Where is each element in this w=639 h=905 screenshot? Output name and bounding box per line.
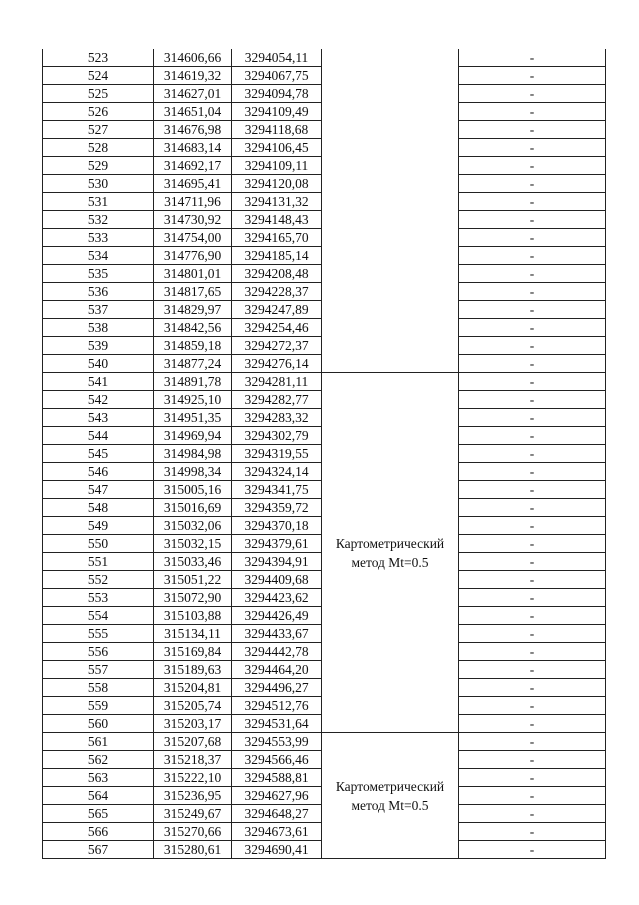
- x-coordinate-cell: 315032,15: [154, 535, 232, 553]
- x-coordinate-cell: 315033,46: [154, 553, 232, 571]
- point-number-cell: 527: [43, 121, 154, 139]
- point-number-cell: 538: [43, 319, 154, 337]
- note-cell: -: [459, 301, 606, 319]
- note-cell: -: [459, 391, 606, 409]
- note-cell: -: [459, 805, 606, 823]
- note-cell: -: [459, 175, 606, 193]
- y-coordinate-cell: 3294165,70: [232, 229, 322, 247]
- coordinates-table-body: [43, 49, 606, 859]
- note-cell: -: [459, 607, 606, 625]
- y-coordinate-cell: 3294648,27: [232, 805, 322, 823]
- note-cell: -: [459, 625, 606, 643]
- point-number-cell: 556: [43, 643, 154, 661]
- method-text-line: Картометрический: [335, 778, 445, 794]
- note-cell: -: [459, 85, 606, 103]
- x-coordinate-cell: 314627,01: [154, 85, 232, 103]
- x-coordinate-cell: 314998,34: [154, 463, 232, 481]
- method-cell: [322, 373, 459, 733]
- point-number-cell: 567: [43, 841, 154, 859]
- x-coordinate-cell: 314842,56: [154, 319, 232, 337]
- y-coordinate-cell: 3294302,79: [232, 427, 322, 445]
- y-coordinate-cell: 3294379,61: [232, 535, 322, 553]
- note-cell: -: [459, 715, 606, 733]
- point-number-cell: 563: [43, 769, 154, 787]
- y-coordinate-cell: 3294109,49: [232, 103, 322, 121]
- y-coordinate-cell: 3294148,43: [232, 211, 322, 229]
- x-coordinate-cell: 314801,01: [154, 265, 232, 283]
- y-coordinate-cell: 3294588,81: [232, 769, 322, 787]
- x-coordinate-cell: 314695,41: [154, 175, 232, 193]
- y-coordinate-cell: 3294276,14: [232, 355, 322, 373]
- y-coordinate-cell: 3294185,14: [232, 247, 322, 265]
- y-coordinate-cell: 3294118,68: [232, 121, 322, 139]
- point-number-cell: 533: [43, 229, 154, 247]
- point-number-cell: 525: [43, 85, 154, 103]
- note-cell: -: [459, 679, 606, 697]
- method-text-line: метод Mt=0.5: [351, 554, 429, 570]
- note-cell: -: [459, 463, 606, 481]
- note-cell: -: [459, 49, 606, 67]
- x-coordinate-cell: 314683,14: [154, 139, 232, 157]
- note-cell: -: [459, 265, 606, 283]
- y-coordinate-cell: 3294512,76: [232, 697, 322, 715]
- x-coordinate-cell: 315249,67: [154, 805, 232, 823]
- x-coordinate-cell: 314984,98: [154, 445, 232, 463]
- note-cell: -: [459, 589, 606, 607]
- x-coordinate-cell: 314925,10: [154, 391, 232, 409]
- y-coordinate-cell: 3294423,62: [232, 589, 322, 607]
- x-coordinate-cell: 314951,35: [154, 409, 232, 427]
- point-number-cell: 523: [43, 49, 154, 67]
- point-number-cell: 550: [43, 535, 154, 553]
- y-coordinate-cell: 3294067,75: [232, 67, 322, 85]
- x-coordinate-cell: 314651,04: [154, 103, 232, 121]
- note-cell: -: [459, 697, 606, 715]
- point-number-cell: 541: [43, 373, 154, 391]
- y-coordinate-cell: 3294464,20: [232, 661, 322, 679]
- method-cell: [322, 49, 459, 373]
- x-coordinate-cell: 314619,32: [154, 67, 232, 85]
- y-coordinate-cell: 3294566,46: [232, 751, 322, 769]
- y-coordinate-cell: 3294281,11: [232, 373, 322, 391]
- y-coordinate-cell: 3294106,45: [232, 139, 322, 157]
- point-number-cell: 529: [43, 157, 154, 175]
- x-coordinate-cell: 315016,69: [154, 499, 232, 517]
- note-cell: -: [459, 841, 606, 859]
- x-coordinate-cell: 315280,61: [154, 841, 232, 859]
- note-cell: -: [459, 211, 606, 229]
- note-cell: -: [459, 139, 606, 157]
- point-number-cell: 537: [43, 301, 154, 319]
- x-coordinate-cell: 315103,88: [154, 607, 232, 625]
- y-coordinate-cell: 3294282,77: [232, 391, 322, 409]
- method-text-line: Картометрический: [335, 535, 445, 551]
- point-number-cell: 546: [43, 463, 154, 481]
- y-coordinate-cell: 3294442,78: [232, 643, 322, 661]
- point-number-cell: 526: [43, 103, 154, 121]
- x-coordinate-cell: 314969,94: [154, 427, 232, 445]
- x-coordinate-cell: 314711,96: [154, 193, 232, 211]
- y-coordinate-cell: 3294324,14: [232, 463, 322, 481]
- y-coordinate-cell: 3294394,91: [232, 553, 322, 571]
- x-coordinate-cell: 314859,18: [154, 337, 232, 355]
- point-number-cell: 566: [43, 823, 154, 841]
- point-number-cell: 535: [43, 265, 154, 283]
- point-number-cell: 552: [43, 571, 154, 589]
- x-coordinate-cell: 314730,92: [154, 211, 232, 229]
- note-cell: -: [459, 571, 606, 589]
- y-coordinate-cell: 3294370,18: [232, 517, 322, 535]
- note-cell: -: [459, 535, 606, 553]
- note-cell: -: [459, 787, 606, 805]
- point-number-cell: 530: [43, 175, 154, 193]
- y-coordinate-cell: 3294433,67: [232, 625, 322, 643]
- point-number-cell: 560: [43, 715, 154, 733]
- x-coordinate-cell: 315072,90: [154, 589, 232, 607]
- note-cell: -: [459, 355, 606, 373]
- y-coordinate-cell: 3294496,27: [232, 679, 322, 697]
- x-coordinate-cell: 315236,95: [154, 787, 232, 805]
- y-coordinate-cell: 3294553,99: [232, 733, 322, 751]
- y-coordinate-cell: 3294690,41: [232, 841, 322, 859]
- note-cell: -: [459, 823, 606, 841]
- x-coordinate-cell: 315205,74: [154, 697, 232, 715]
- point-number-cell: 542: [43, 391, 154, 409]
- y-coordinate-cell: 3294359,72: [232, 499, 322, 517]
- point-number-cell: 555: [43, 625, 154, 643]
- table-row: [43, 373, 606, 391]
- point-number-cell: 543: [43, 409, 154, 427]
- x-coordinate-cell: 315207,68: [154, 733, 232, 751]
- table-row: [43, 733, 606, 751]
- y-coordinate-cell: 3294094,78: [232, 85, 322, 103]
- note-cell: -: [459, 337, 606, 355]
- y-coordinate-cell: 3294228,37: [232, 283, 322, 301]
- point-number-cell: 564: [43, 787, 154, 805]
- note-cell: -: [459, 481, 606, 499]
- x-coordinate-cell: 314606,66: [154, 49, 232, 67]
- point-number-cell: 531: [43, 193, 154, 211]
- note-cell: -: [459, 427, 606, 445]
- y-coordinate-cell: 3294627,96: [232, 787, 322, 805]
- note-cell: -: [459, 103, 606, 121]
- x-coordinate-cell: 315203,17: [154, 715, 232, 733]
- y-coordinate-cell: 3294247,89: [232, 301, 322, 319]
- point-number-cell: 561: [43, 733, 154, 751]
- y-coordinate-cell: 3294131,32: [232, 193, 322, 211]
- coordinates-table: [42, 49, 606, 859]
- y-coordinate-cell: 3294120,08: [232, 175, 322, 193]
- note-cell: -: [459, 445, 606, 463]
- point-number-cell: 540: [43, 355, 154, 373]
- y-coordinate-cell: 3294673,61: [232, 823, 322, 841]
- point-number-cell: 565: [43, 805, 154, 823]
- point-number-cell: 524: [43, 67, 154, 85]
- point-number-cell: 532: [43, 211, 154, 229]
- note-cell: -: [459, 643, 606, 661]
- x-coordinate-cell: 314676,98: [154, 121, 232, 139]
- method-cell: [322, 733, 459, 859]
- x-coordinate-cell: 314891,78: [154, 373, 232, 391]
- point-number-cell: 548: [43, 499, 154, 517]
- y-coordinate-cell: 3294409,68: [232, 571, 322, 589]
- note-cell: -: [459, 751, 606, 769]
- note-cell: -: [459, 193, 606, 211]
- note-cell: -: [459, 283, 606, 301]
- x-coordinate-cell: 315204,81: [154, 679, 232, 697]
- x-coordinate-cell: 315169,84: [154, 643, 232, 661]
- x-coordinate-cell: 314877,24: [154, 355, 232, 373]
- x-coordinate-cell: 314776,90: [154, 247, 232, 265]
- note-cell: -: [459, 67, 606, 85]
- point-number-cell: 554: [43, 607, 154, 625]
- method-text-line: метод Mt=0.5: [351, 797, 429, 813]
- point-number-cell: 544: [43, 427, 154, 445]
- x-coordinate-cell: 315270,66: [154, 823, 232, 841]
- y-coordinate-cell: 3294319,55: [232, 445, 322, 463]
- note-cell: -: [459, 553, 606, 571]
- y-coordinate-cell: 3294054,11: [232, 49, 322, 67]
- y-coordinate-cell: 3294283,32: [232, 409, 322, 427]
- point-number-cell: 545: [43, 445, 154, 463]
- x-coordinate-cell: 315051,22: [154, 571, 232, 589]
- x-coordinate-cell: 315222,10: [154, 769, 232, 787]
- note-cell: -: [459, 229, 606, 247]
- point-number-cell: 551: [43, 553, 154, 571]
- point-number-cell: 549: [43, 517, 154, 535]
- y-coordinate-cell: 3294208,48: [232, 265, 322, 283]
- y-coordinate-cell: 3294109,11: [232, 157, 322, 175]
- x-coordinate-cell: 314754,00: [154, 229, 232, 247]
- note-cell: -: [459, 769, 606, 787]
- y-coordinate-cell: 3294254,46: [232, 319, 322, 337]
- point-number-cell: 528: [43, 139, 154, 157]
- note-cell: -: [459, 247, 606, 265]
- note-cell: -: [459, 661, 606, 679]
- note-cell: -: [459, 373, 606, 391]
- point-number-cell: 539: [43, 337, 154, 355]
- y-coordinate-cell: 3294531,64: [232, 715, 322, 733]
- y-coordinate-cell: 3294426,49: [232, 607, 322, 625]
- y-coordinate-cell: 3294272,37: [232, 337, 322, 355]
- point-number-cell: 534: [43, 247, 154, 265]
- y-coordinate-cell: 3294341,75: [232, 481, 322, 499]
- note-cell: -: [459, 733, 606, 751]
- x-coordinate-cell: 314829,97: [154, 301, 232, 319]
- point-number-cell: 536: [43, 283, 154, 301]
- x-coordinate-cell: 315134,11: [154, 625, 232, 643]
- note-cell: -: [459, 517, 606, 535]
- point-number-cell: 558: [43, 679, 154, 697]
- x-coordinate-cell: 315218,37: [154, 751, 232, 769]
- note-cell: -: [459, 319, 606, 337]
- x-coordinate-cell: 314692,17: [154, 157, 232, 175]
- x-coordinate-cell: 315189,63: [154, 661, 232, 679]
- x-coordinate-cell: 315032,06: [154, 517, 232, 535]
- note-cell: -: [459, 121, 606, 139]
- point-number-cell: 547: [43, 481, 154, 499]
- point-number-cell: 562: [43, 751, 154, 769]
- x-coordinate-cell: 315005,16: [154, 481, 232, 499]
- table-row: [43, 49, 606, 67]
- point-number-cell: 553: [43, 589, 154, 607]
- note-cell: -: [459, 499, 606, 517]
- x-coordinate-cell: 314817,65: [154, 283, 232, 301]
- point-number-cell: 559: [43, 697, 154, 715]
- note-cell: -: [459, 409, 606, 427]
- note-cell: -: [459, 157, 606, 175]
- point-number-cell: 557: [43, 661, 154, 679]
